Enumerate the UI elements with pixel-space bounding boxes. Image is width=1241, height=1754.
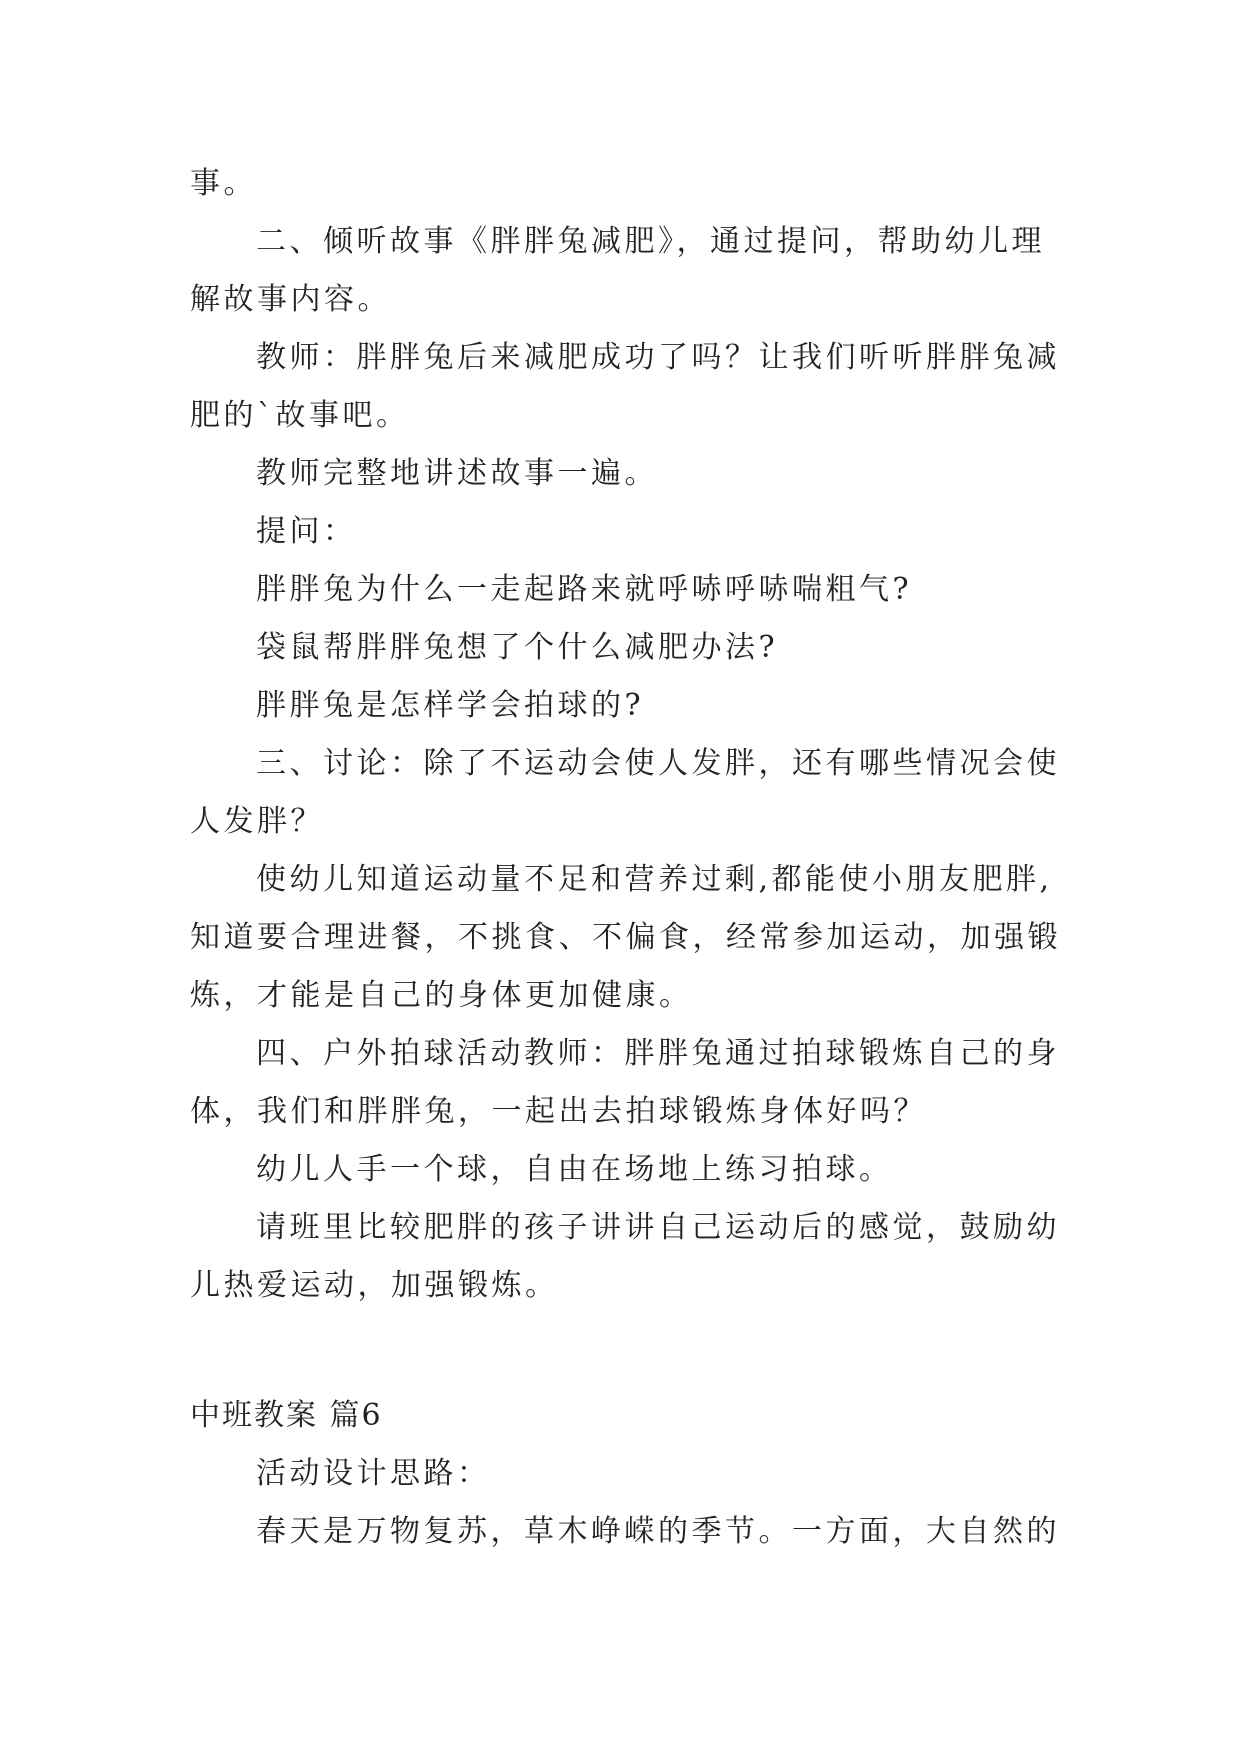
document-page: [190, 155, 1060, 1561]
text-line: 胖胖兔是怎样学会拍球的?: [256, 688, 645, 723]
text-line: 提问：: [256, 514, 357, 549]
text-line: 体，我们和胖胖兔，一起出去拍球锻炼身体好吗？: [190, 1094, 927, 1129]
section-spacer: [190, 1315, 1060, 1387]
text-line: 炼，才能是自己的身体更加健康。: [190, 978, 693, 1013]
text-line: 四、户外拍球活动教师：胖胖兔通过拍球锻炼自己的身: [256, 1036, 1060, 1071]
text-line: 人发胖？: [190, 804, 324, 839]
text-line: 二、倾听故事《胖胖兔减肥》，通过提问，帮助幼儿理: [256, 224, 1045, 259]
text-line: 三、讨论：除了不运动会使人发胖，还有哪些情况会使: [256, 746, 1060, 781]
text-line: 幼儿人手一个球，自由在场地上练习拍球。: [256, 1152, 893, 1187]
text-line: 春天是万物复苏，草木峥嵘的季节。一方面，大自然的: [256, 1514, 1060, 1549]
text-line: 解故事内容。: [190, 282, 391, 317]
text-line: 活动设计思路：: [256, 1456, 491, 1491]
text-line: 事。: [190, 166, 257, 201]
text-line: 教师完整地讲述故事一遍。: [256, 456, 658, 491]
text-line: 胖胖兔为什么一走起路来就呼哧呼哧喘粗气?: [256, 572, 913, 607]
text-line: 儿热爱运动，加强锻炼。: [190, 1268, 559, 1303]
text-line: 请班里比较肥胖的孩子讲讲自己运动后的感觉，鼓励幼: [256, 1210, 1060, 1245]
text-line: 教师：胖胖兔后来减肥成功了吗？让我们听听胖胖兔减: [256, 340, 1060, 375]
section-heading: 中班教案 篇6: [190, 1398, 383, 1433]
text-line: 袋鼠帮胖胖兔想了个什么减肥办法?: [256, 630, 779, 665]
text-line: 肥的`故事吧。: [190, 398, 410, 433]
text-line: 使幼儿知道运动量不足和营养过剩,都能使小朋友肥胖,: [256, 862, 1053, 897]
text-line: 知道要合理进餐，不挑食、不偏食，经常参加运动，加强锻: [190, 920, 1061, 955]
